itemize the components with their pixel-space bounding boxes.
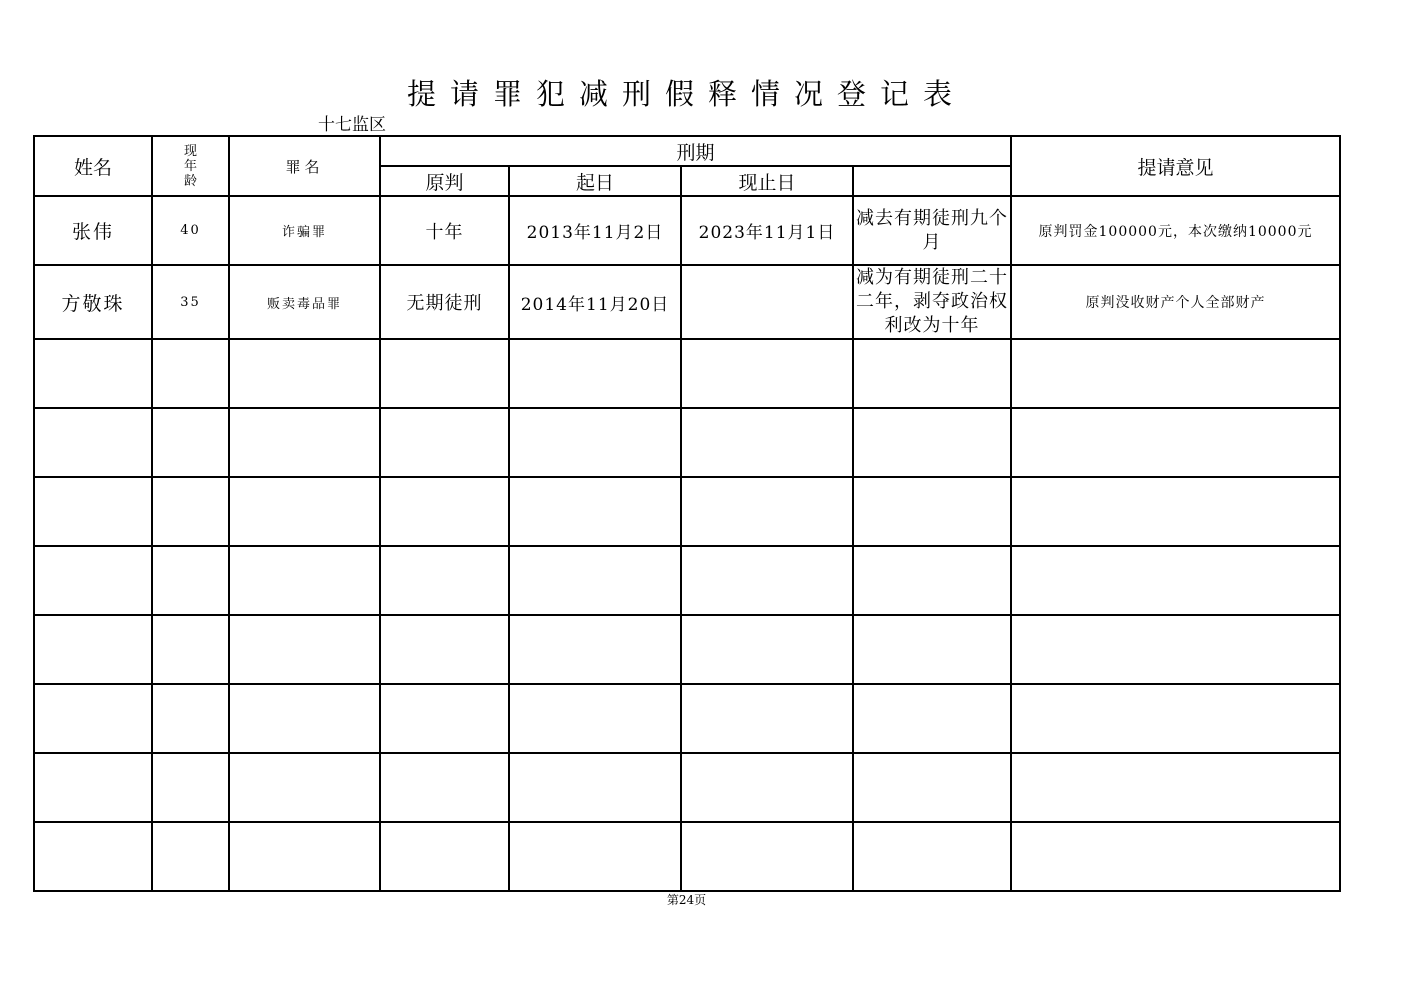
cell-start (509, 753, 681, 822)
cell-crime (229, 684, 380, 753)
cell-name (34, 408, 152, 477)
cell-start (509, 684, 681, 753)
table-row (34, 265, 1340, 339)
empty-table-row (34, 339, 1340, 408)
cell-age (152, 477, 229, 546)
header-age (152, 136, 229, 196)
cell-name: 张伟 (34, 196, 152, 265)
cell-start (509, 615, 681, 684)
cell-original (380, 615, 509, 684)
cell-opinion (853, 477, 1011, 546)
cell-note (1011, 408, 1340, 477)
cell-end (681, 477, 853, 546)
cell-end (681, 753, 853, 822)
cell-age (152, 684, 229, 753)
header-crime: 罪名 (229, 136, 380, 196)
cell-crime (229, 615, 380, 684)
cell-original (380, 546, 509, 615)
cell-note (1011, 753, 1340, 822)
cell-end (681, 339, 853, 408)
cell-original (380, 822, 509, 891)
cell-original: 无期徒刑 (380, 265, 509, 339)
cell-opinion (853, 822, 1011, 891)
cell-name (34, 546, 152, 615)
header-age-char-3: 龄 (183, 173, 197, 189)
cell-name (34, 615, 152, 684)
empty-table-row (34, 408, 1340, 477)
cell-original: 十年 (380, 196, 509, 265)
cell-crime (229, 753, 380, 822)
cell-opinion (853, 339, 1011, 408)
cell-opinion (853, 546, 1011, 615)
cell-note (1011, 546, 1340, 615)
cell-note (1011, 684, 1340, 753)
cell-end (681, 684, 853, 753)
empty-table-row (34, 477, 1340, 546)
cell-age (152, 615, 229, 684)
cell-original (380, 753, 509, 822)
cell-note: 原判没收财产个人全部财产 (1011, 265, 1340, 339)
empty-table-row (34, 615, 1340, 684)
cell-age (152, 822, 229, 891)
empty-table-row (34, 546, 1340, 615)
cell-note (1011, 339, 1340, 408)
header-age-char-2: 年 (183, 158, 197, 174)
prison-ward-label: 十七监区 (318, 115, 386, 135)
empty-table-row (34, 753, 1340, 822)
cell-note (1011, 615, 1340, 684)
cell-crime (229, 546, 380, 615)
cell-name (34, 822, 152, 891)
cell-original (380, 339, 509, 408)
cell-age (152, 546, 229, 615)
cell-end (681, 265, 853, 339)
cell-end (681, 615, 853, 684)
cell-crime (229, 339, 380, 408)
cell-opinion: 减去有期徒刑九个月 (853, 196, 1011, 265)
cell-crime (229, 477, 380, 546)
cell-name (34, 339, 152, 408)
empty-table-row (34, 822, 1340, 891)
cell-opinion (853, 408, 1011, 477)
cell-name: 方敬珠 (34, 265, 152, 339)
header-end: 现止日 (681, 166, 853, 196)
header-opinion: 提请意见 (1011, 136, 1340, 196)
cell-original (380, 684, 509, 753)
header-row-top (34, 136, 1340, 166)
cell-crime: 诈骗罪 (229, 196, 380, 265)
cell-start (509, 477, 681, 546)
cell-original (380, 408, 509, 477)
cell-name (34, 684, 152, 753)
cell-original (380, 477, 509, 546)
cell-opinion (853, 684, 1011, 753)
header-name: 姓名 (34, 136, 152, 196)
cell-end (681, 408, 853, 477)
header-original: 原判 (380, 166, 509, 196)
header-term: 刑期 (380, 136, 1011, 166)
registration-table (33, 135, 1341, 892)
table-row (34, 196, 1340, 265)
cell-start (509, 546, 681, 615)
cell-end (681, 822, 853, 891)
cell-age: 35 (152, 265, 229, 339)
cell-age (152, 408, 229, 477)
cell-age (152, 339, 229, 408)
cell-age: 40 (152, 196, 229, 265)
empty-table-row (34, 684, 1340, 753)
cell-name (34, 753, 152, 822)
cell-start (509, 408, 681, 477)
cell-note (1011, 822, 1340, 891)
cell-note: 原判罚金100000元，本次缴纳10000元 (1011, 196, 1340, 265)
cell-opinion: 减为有期徒刑二十二年，剥夺政治权利改为十年 (853, 265, 1011, 339)
cell-start (509, 822, 681, 891)
page-title: 提请罪犯减刑假释情况登记表 (406, 77, 966, 111)
cell-start (509, 339, 681, 408)
cell-crime (229, 822, 380, 891)
cell-end: 2023年11月1日 (681, 196, 853, 265)
page-number: 第24页 (666, 893, 707, 907)
cell-name (34, 477, 152, 546)
header-age-char-1: 现 (183, 143, 197, 159)
cell-start: 2013年11月2日 (509, 196, 681, 265)
header-start: 起日 (509, 166, 681, 196)
cell-note (1011, 477, 1340, 546)
cell-opinion (853, 615, 1011, 684)
cell-end (681, 546, 853, 615)
cell-opinion (853, 753, 1011, 822)
cell-age (152, 753, 229, 822)
cell-start: 2014年11月20日 (509, 265, 681, 339)
cell-crime (229, 408, 380, 477)
cell-crime: 贩卖毒品罪 (229, 265, 380, 339)
